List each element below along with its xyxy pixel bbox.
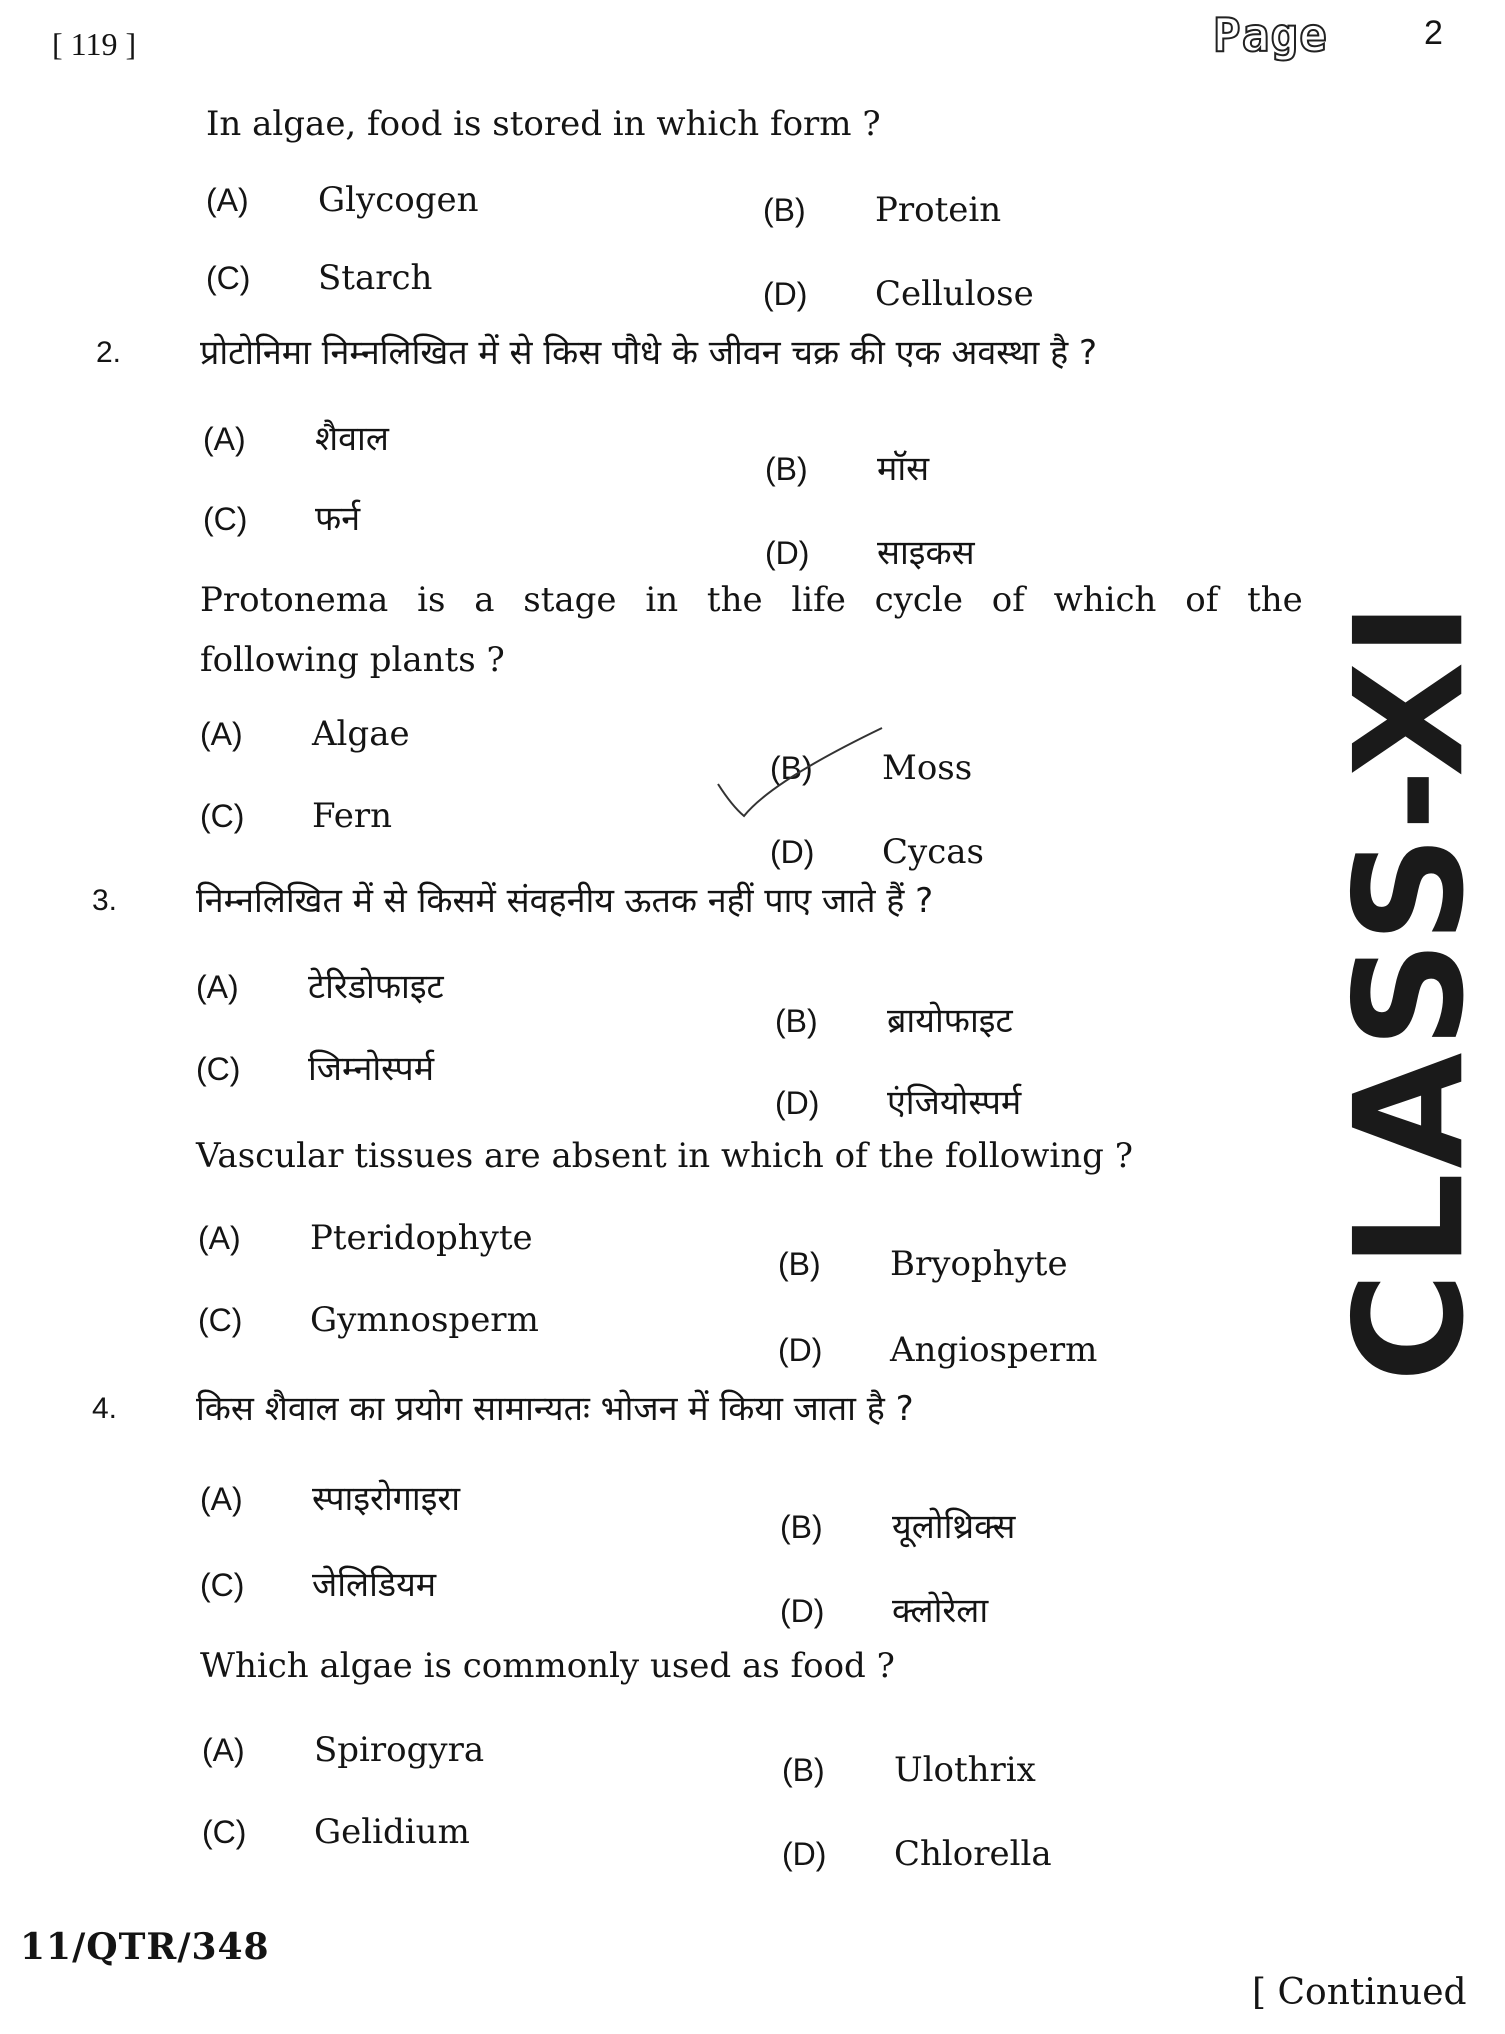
option-label: (D): [765, 535, 810, 571]
option-text: Spirogyra: [314, 1730, 485, 1770]
question-3-number: 3.: [92, 884, 118, 917]
option-text: टेरिडोफाइट: [308, 967, 444, 1007]
question-1-option-a: [206, 180, 479, 220]
question-2-stem-en-line2: following plants ?: [200, 640, 505, 680]
question-3-option-a-hi: [196, 962, 444, 1008]
option-text: Glycogen: [318, 180, 479, 220]
option-text: शैवाल: [315, 419, 389, 459]
option-label: (B): [780, 1509, 823, 1545]
option-text: Chlorella: [894, 1834, 1052, 1874]
option-text: Pteridophyte: [310, 1218, 533, 1258]
option-text: Starch: [318, 258, 433, 298]
question-4-option-a-hi: [200, 1474, 460, 1520]
question-2-stem-en-line1: Protonema is a stage in the life cycle of which of the: [200, 580, 1303, 620]
option-text: यूलोथ्रिक्स: [892, 1507, 1016, 1547]
option-label: (C): [203, 501, 248, 537]
option-label: (C): [200, 1567, 245, 1603]
option-text: स्पाइरोगाइरा: [312, 1479, 461, 1519]
option-label: (A): [200, 716, 243, 752]
option-label: (C): [198, 1302, 243, 1338]
option-label: (C): [196, 1051, 241, 1087]
option-label: (B): [765, 451, 808, 487]
question-2-stem-hi: प्रोटोनिमा निम्नलिखित में से किस पौधे के जीवन चक्र की एक अवस्था है ?: [200, 333, 1098, 373]
question-3-option-c-hi: [196, 1044, 434, 1090]
question-2-option-d-hi: [765, 528, 975, 574]
class-banner-text: CLASS-XI: [1323, 597, 1498, 1383]
question-4-number: 4.: [92, 1392, 118, 1425]
question-4-option-c-hi: [200, 1560, 436, 1606]
question-2-option-a-hi: [203, 414, 389, 460]
option-text: Cycas: [882, 832, 984, 872]
option-text: Bryophyte: [890, 1244, 1068, 1284]
option-text: Gymnosperm: [310, 1300, 539, 1340]
question-1-option-b: [763, 190, 1001, 230]
option-label: (D): [778, 1332, 823, 1368]
option-text: Ulothrix: [894, 1750, 1036, 1790]
question-2-option-c-hi: [203, 494, 360, 540]
option-label: (A): [206, 182, 249, 218]
question-1-option-d: [763, 274, 1034, 314]
question-4-option-a-en: [202, 1730, 484, 1770]
question-3-option-d-hi: [775, 1078, 1021, 1124]
option-text: ब्रायोफाइट: [887, 1001, 1013, 1041]
option-label: (B): [782, 1752, 825, 1788]
question-4-option-d-hi: [780, 1586, 988, 1632]
question-4-option-b-hi: [780, 1502, 1015, 1548]
option-label: (A): [202, 1732, 245, 1768]
question-4-option-b-en: [782, 1750, 1036, 1790]
option-text: एंजियोस्पर्म: [887, 1083, 1022, 1123]
option-label: (B): [763, 192, 806, 228]
option-text: Cellulose: [875, 274, 1034, 314]
question-3-option-a-en: [198, 1218, 533, 1258]
option-label: (A): [200, 1481, 243, 1517]
option-label: (D): [775, 1085, 820, 1121]
option-label: (A): [203, 421, 246, 457]
question-1-stem-en: In algae, food is stored in which form ?: [206, 104, 881, 144]
option-text: जिम्नोस्पर्म: [308, 1049, 435, 1089]
option-text: क्लोरेला: [892, 1591, 989, 1631]
option-text: Moss: [882, 748, 973, 788]
question-1-option-c: [206, 258, 432, 298]
checkmark-icon: [712, 726, 892, 826]
option-text: Fern: [312, 796, 393, 836]
option-label: (C): [202, 1814, 247, 1850]
option-text: Gelidium: [314, 1812, 470, 1852]
option-text: Protein: [875, 190, 1002, 230]
option-label: (B): [775, 1003, 818, 1039]
question-3-option-b-en: [778, 1244, 1068, 1284]
option-text: Angiosperm: [890, 1330, 1098, 1370]
option-text: Algae: [312, 714, 410, 754]
question-3-stem-hi: निम्नलिखित में से किसमें संवहनीय ऊतक नहीं पाए जाते हैं ?: [196, 881, 934, 921]
option-label: (C): [200, 798, 245, 834]
option-label: (C): [206, 260, 251, 296]
question-4-option-d-en: [782, 1834, 1052, 1874]
page-number: 2: [1424, 14, 1443, 52]
question-4-stem-en: Which algae is commonly used as food ?: [200, 1646, 895, 1686]
question-3-option-d-en: [778, 1330, 1097, 1370]
question-2-option-a-en: [200, 714, 410, 754]
option-text: साइकस: [877, 533, 975, 573]
option-label: (A): [198, 1220, 241, 1256]
question-2-option-d-en: [770, 832, 984, 872]
question-2-number: 2.: [96, 336, 122, 369]
option-label: (A): [196, 969, 239, 1005]
question-3-stem-en: Vascular tissues are absent in which of the following ?: [196, 1136, 1133, 1176]
option-text: मॉस: [877, 449, 930, 489]
question-3-option-b-hi: [775, 996, 1013, 1042]
page-reference-number: [ 119 ]: [52, 26, 137, 62]
continued-label: [ Continued: [1252, 1972, 1467, 2013]
question-2-option-b-hi: [765, 444, 929, 490]
paper-code: 11/QTR/348: [20, 1926, 270, 1968]
option-label: (D): [780, 1593, 825, 1629]
page-label: Page: [1213, 8, 1328, 62]
class-banner: [1323, 430, 1498, 1550]
option-label: (B): [770, 750, 813, 786]
option-text: जेलिडियम: [312, 1565, 437, 1605]
option-label: (D): [782, 1836, 827, 1872]
option-text: फर्न: [315, 499, 361, 539]
question-3-option-c-en: [198, 1300, 539, 1340]
question-4-stem-hi: किस शैवाल का प्रयोग सामान्यतः भोजन में किया जाता है ?: [196, 1389, 914, 1429]
option-label: (B): [778, 1246, 821, 1282]
option-label: (D): [770, 834, 815, 870]
option-label: (D): [763, 276, 808, 312]
question-2-option-c-en: [200, 796, 392, 836]
question-4-option-c-en: [202, 1812, 470, 1852]
